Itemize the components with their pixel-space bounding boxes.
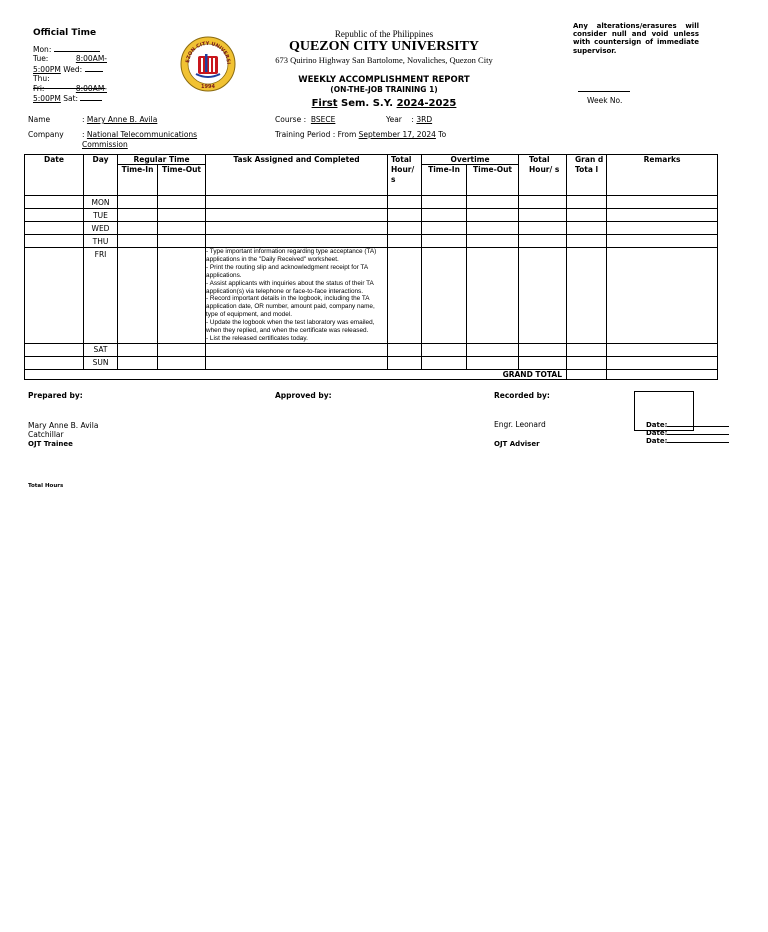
day-cell: WED xyxy=(84,222,118,235)
header-remarks: Remarks xyxy=(607,155,718,196)
header-regular-time: Regular Time xyxy=(118,155,206,165)
fri-task-list xyxy=(206,248,388,344)
trainee-role: OJT Trainee xyxy=(28,440,73,448)
university-name: QUEZON CITY UNIVERSITY xyxy=(288,39,480,54)
course-value: BSECE xyxy=(310,115,336,124)
table-row xyxy=(25,209,718,222)
prepared-by-label: Prepared by: xyxy=(28,391,83,400)
name-field: : Mary Anne B. Avila xyxy=(82,115,158,124)
semester-mid: Sem. S.Y. xyxy=(337,98,397,109)
table-row xyxy=(25,196,718,209)
wed-blank xyxy=(85,64,103,72)
republic-line: Republic of the Philippines xyxy=(334,29,434,39)
header-overtime: Overtime xyxy=(422,155,519,165)
trainee-name-2: Catchillar xyxy=(28,430,64,439)
name-value: Mary Anne B. Avila xyxy=(86,115,158,124)
thu-blank xyxy=(33,81,105,89)
header-total-hours: Total Hour/ s xyxy=(388,155,422,196)
year-field: Year : 3RD xyxy=(386,115,433,124)
training-period-field xyxy=(275,130,446,139)
task-item: - Type important information regarding type acceptance (TA) applications in the "Daily Received" worksheet. xyxy=(206,248,377,263)
grand-total-label: GRAND TOTAL xyxy=(25,369,567,379)
header-grand-total: Gran d Tota l xyxy=(567,155,607,196)
table-row xyxy=(25,248,718,344)
year-value: 3RD xyxy=(416,115,433,124)
wed-label: Wed: xyxy=(63,64,83,74)
fri-label: Fri: xyxy=(33,83,45,93)
task-item: - Update the logbook when the test laboratory was emailed, when they replied, and when the certificate was released. xyxy=(206,319,375,335)
company-label: Company xyxy=(28,130,64,139)
grand-total-row xyxy=(25,369,718,379)
header-day: Day xyxy=(84,155,118,196)
header-ot-time-in: Time-In xyxy=(422,165,467,196)
report-subtitle: (ON-THE-JOB TRAINING 1) xyxy=(330,85,438,94)
university-seal-icon xyxy=(180,36,236,92)
date-label: Date: xyxy=(646,421,668,429)
semester-value: First xyxy=(311,98,338,109)
report-title: WEEKLY ACCOMPLISHMENT REPORT xyxy=(298,75,470,85)
semester-line xyxy=(260,98,508,109)
week-number-line xyxy=(578,91,630,92)
table-row xyxy=(25,343,718,356)
period-value: September 17, 2024 xyxy=(358,130,436,139)
official-time-block xyxy=(33,44,107,103)
adviser-name: Engr. Leonard xyxy=(494,420,546,429)
date-blank xyxy=(667,435,729,443)
table-row xyxy=(25,356,718,369)
table-row xyxy=(25,222,718,235)
tue-time-end: 5:00PM xyxy=(33,64,61,74)
course-field: Course : BSECE xyxy=(275,115,336,124)
table-row xyxy=(25,235,718,248)
university-address: 673 Quirino Highway San Bartolome, Novaliches, Quezon City xyxy=(275,55,493,65)
task-item: - List the released certificates today. xyxy=(206,334,308,342)
task-item: - Assist applicants with inquiries about the status of their TA application(s) via telephone or face-to-face interactions. xyxy=(206,279,374,295)
fri-time-end: 5:00PM xyxy=(33,94,61,104)
date-label: Date: xyxy=(646,437,668,445)
day-cell: FRI xyxy=(84,248,118,344)
header-ot-total-hours: Total Hour/ s xyxy=(519,155,567,196)
company-value-1: National Telecommunications xyxy=(86,130,198,139)
period-to: To xyxy=(438,130,447,139)
sat-blank xyxy=(80,93,102,101)
tue-label: Tue: xyxy=(33,54,49,64)
period-from: : From xyxy=(332,130,357,139)
task-item: - Print the routing slip and acknowledgment receipt for TA applications. xyxy=(206,263,368,279)
header-time-out: Time-Out xyxy=(158,165,206,196)
trainee-name xyxy=(28,421,98,439)
tue-time-start: 8:00AM- xyxy=(75,54,107,64)
date-blank xyxy=(667,427,729,435)
fri-time-start: 8:00AM- xyxy=(75,83,107,93)
header-time-in: Time-In xyxy=(118,165,158,196)
svg-text:QUEZON CITY UNIVERSITY: EZON CITY UNIVERSI xyxy=(184,40,232,65)
name-label: Name xyxy=(28,115,51,124)
company-value-2: Commission xyxy=(82,140,128,149)
official-time-title: Official Time xyxy=(33,28,97,38)
day-cell: TUE xyxy=(84,209,118,222)
recorded-by-label: Recorded by: xyxy=(494,391,550,400)
period-label: Training Period xyxy=(275,130,331,139)
svg-text:1994: 1994 xyxy=(201,84,215,90)
alteration-notice: Any alterations/erasures will consider null and void unless with countersign of immediate supervisor. xyxy=(573,22,699,55)
accomplishment-table xyxy=(24,154,718,380)
university-seal xyxy=(180,36,236,92)
mon-label: Mon: xyxy=(33,45,52,54)
week-number-label: Week No. xyxy=(587,96,623,105)
company-field: : National Telecommunications Commission xyxy=(82,130,198,149)
task-item: - Record important details in the logbook, including the TA application date, OR number, amount paid, company name, type of equipment, and model. xyxy=(206,295,375,319)
total-hours-label: Total Hours xyxy=(28,483,64,489)
header-date: Date xyxy=(25,155,84,196)
trainee-name-1: Mary Anne B. Avila xyxy=(28,421,99,430)
day-cell: SAT xyxy=(84,343,118,356)
day-cell: THU xyxy=(84,235,118,248)
adviser-role: OJT Adviser xyxy=(494,440,540,448)
date-line xyxy=(646,435,729,445)
school-year: 2024-2025 xyxy=(396,98,457,109)
mon-blank xyxy=(54,44,100,52)
approved-by-label: Approved by: xyxy=(275,391,332,400)
year-label: Year xyxy=(386,115,402,124)
header-task: Task Assigned and Completed xyxy=(206,155,388,196)
date-label: Date: xyxy=(646,429,668,437)
day-cell: MON xyxy=(84,196,118,209)
sat-label: Sat: xyxy=(63,94,79,104)
header-ot-time-out: Time-Out xyxy=(467,165,519,196)
course-label: Course xyxy=(275,115,302,124)
date-blank xyxy=(667,419,729,427)
thu-label: Thu: xyxy=(33,74,50,84)
day-cell: SUN xyxy=(84,356,118,369)
